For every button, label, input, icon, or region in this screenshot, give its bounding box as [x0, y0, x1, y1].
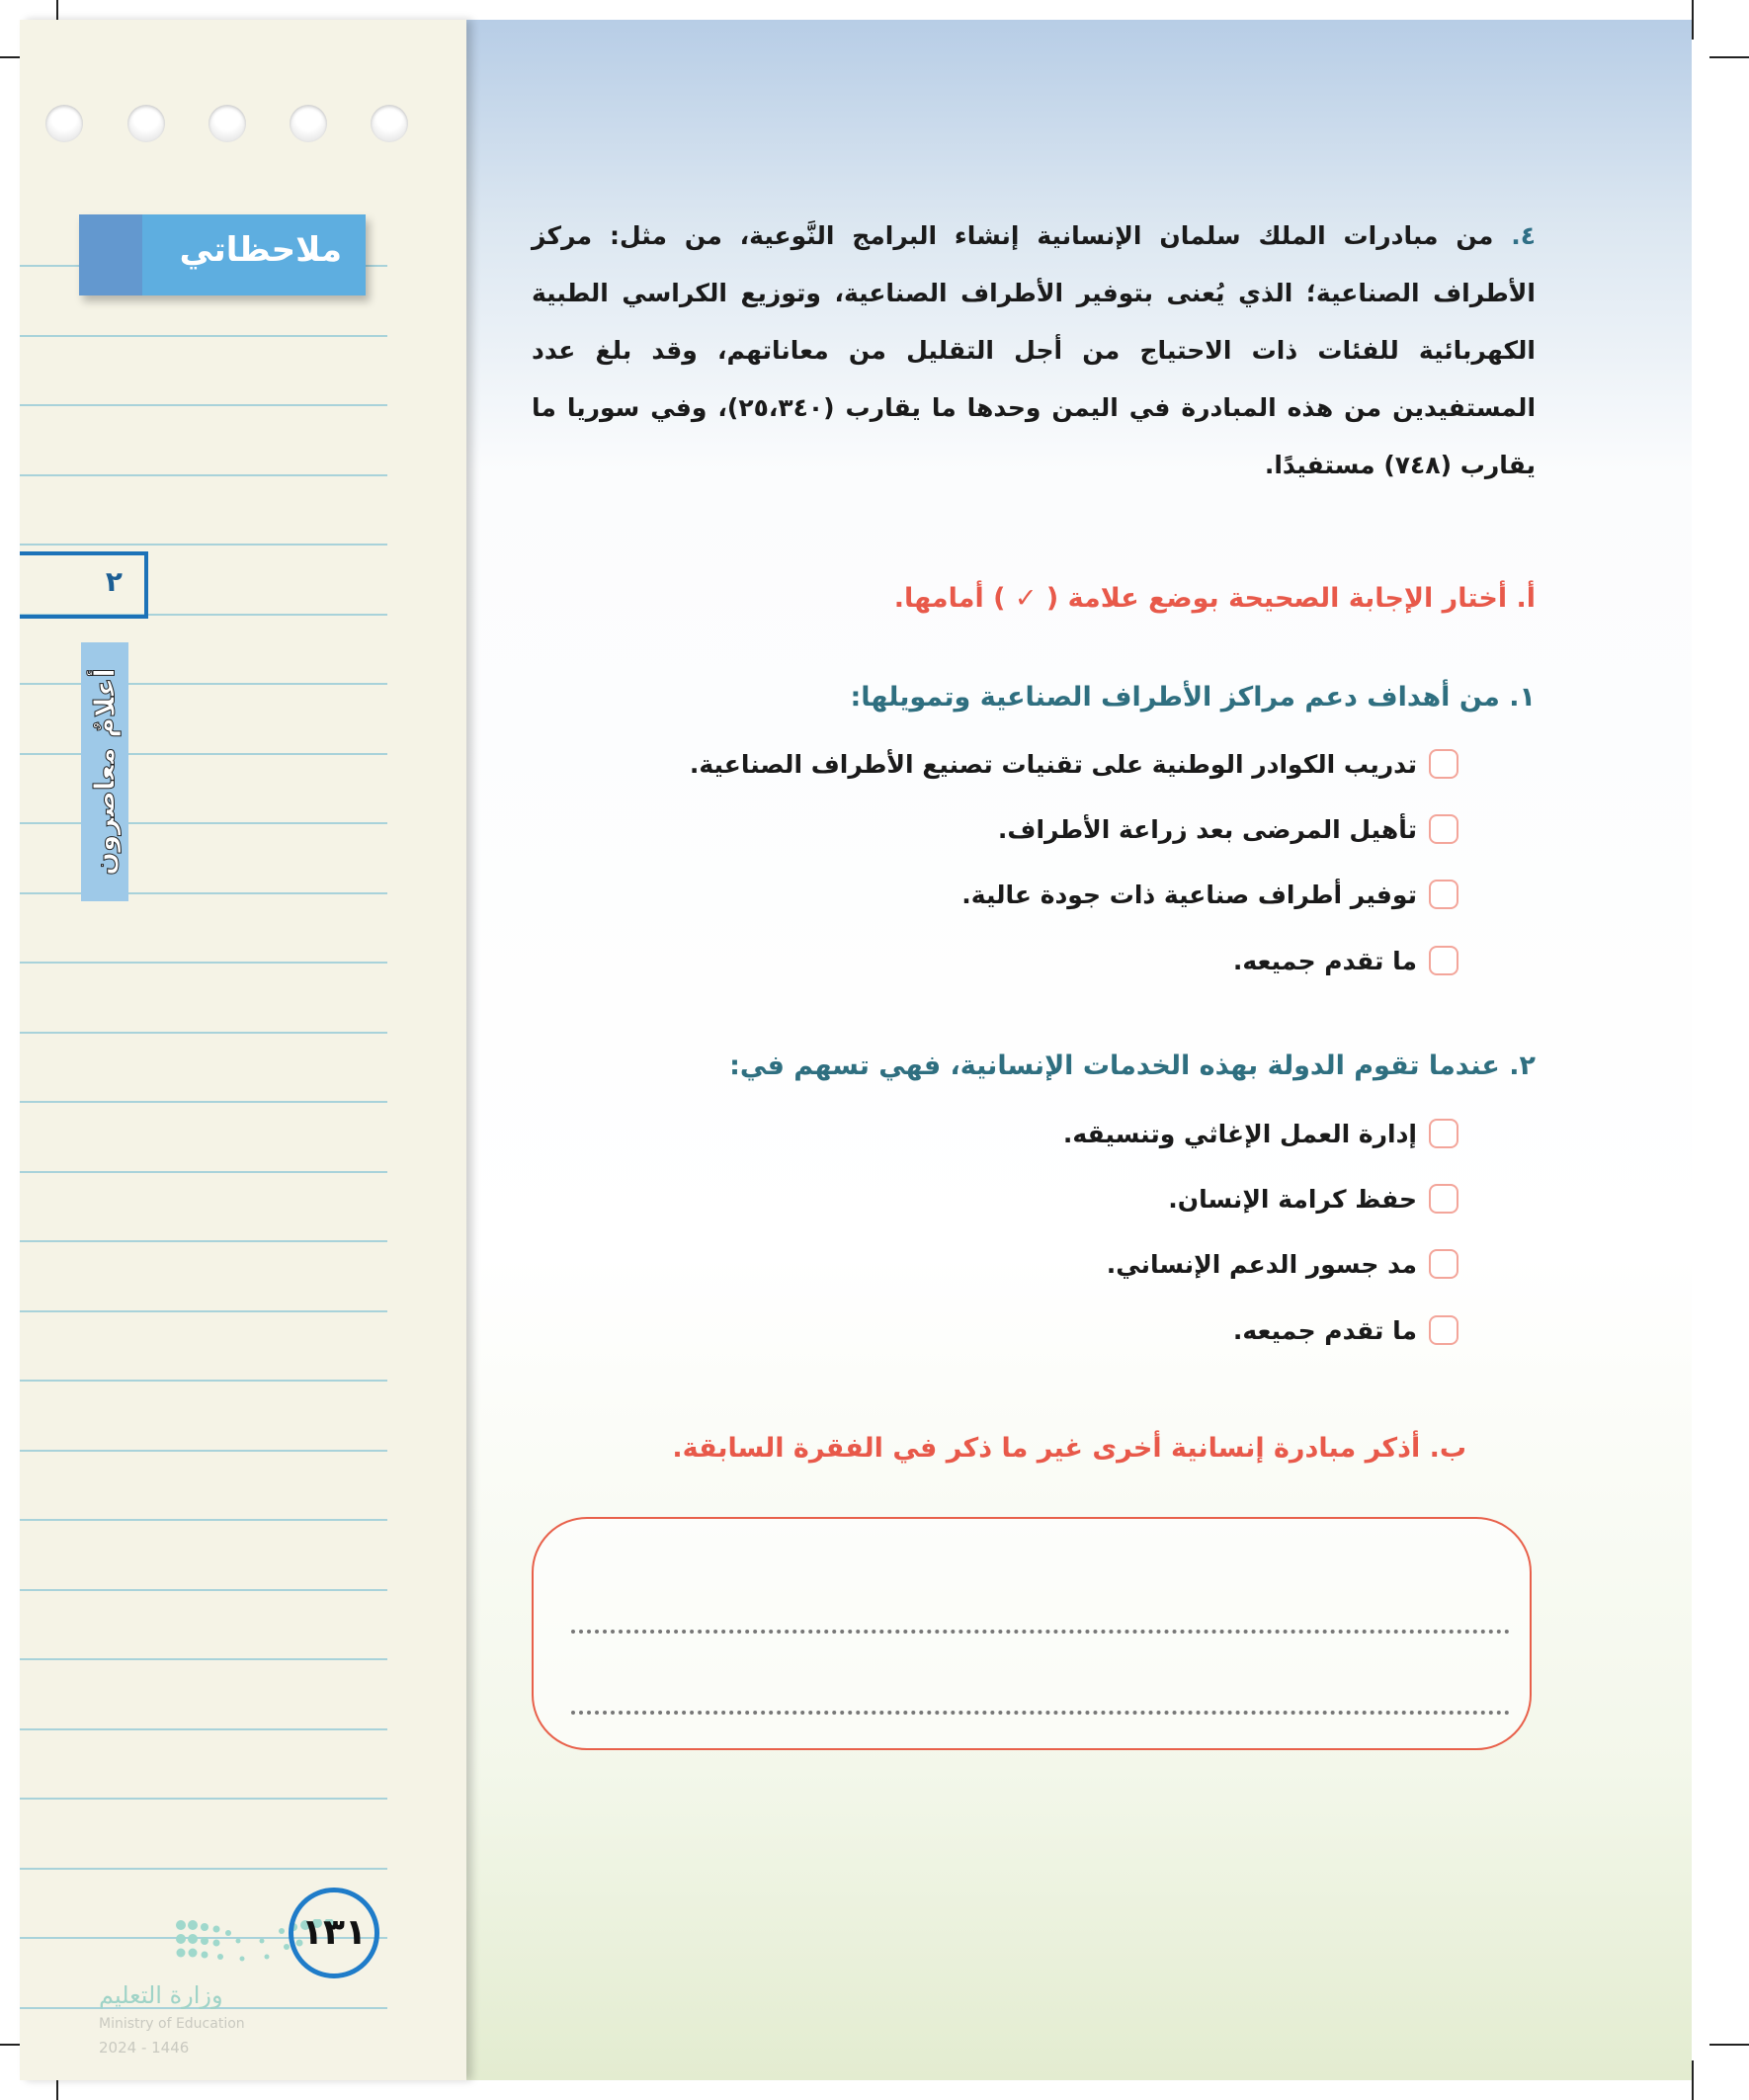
q2-option-2[interactable]: [1168, 1184, 1458, 1214]
notebook-rule: [20, 753, 387, 755]
page-number: ١٣١: [289, 1888, 379, 1978]
checkbox[interactable]: [1429, 1249, 1458, 1279]
answer-box[interactable]: [532, 1517, 1532, 1750]
notebook-rule: [20, 1519, 387, 1521]
intro-paragraph: [532, 208, 1536, 494]
checkbox[interactable]: [1429, 946, 1458, 975]
notebook-rule: [20, 962, 387, 964]
q2-option-3[interactable]: [1107, 1249, 1458, 1279]
notebook-rule: [20, 1240, 387, 1242]
worksheet-main: [466, 20, 1692, 2080]
option-label: ما تقدم جميعه.: [1232, 946, 1417, 975]
notebook-rule: [20, 1589, 387, 1591]
notes-title: ملاحظاتي: [79, 214, 366, 295]
question-1-prompt: ١. من أهداف دعم مراكز الأطراف الصناعية وتمويلها:: [850, 682, 1536, 713]
notebook-rule: [20, 1658, 387, 1660]
option-label: ما تقدم جميعه.: [1232, 1315, 1417, 1345]
binder-hole: [45, 105, 83, 142]
binder-hole: [290, 105, 327, 142]
checkbox[interactable]: [1429, 749, 1458, 779]
checkbox[interactable]: [1429, 880, 1458, 909]
binder-hole: [127, 105, 165, 142]
notebook-rule: [20, 822, 387, 824]
edition-year: 2024 - 1446: [99, 2039, 190, 2057]
paragraph-text: من مبادرات الملك سلمان الإنسانية إنشاء البرامج النَّوعية، من مثل: مركز الأطراف الصناعية؛ الذي يُعنى بتوفير الأطراف الصناعية، وتوزيع الكراسي الطبية الكهربائية للفئات ذات الاحتياج من أجل التقليل من معاناتهم، وقد بلغ عدد المستفيدين من هذه المبادرة في اليمن وحدها ما يقارب (٢٥،٣٤٠)، وفي سوريا ما يقارب (٧٤٨) مستفيدًا.: [532, 221, 1537, 479]
notebook-rule: [20, 544, 387, 546]
checkbox[interactable]: [1429, 1119, 1458, 1148]
crop-mark: [1709, 56, 1749, 58]
notebook-rule: [20, 474, 387, 476]
option-label: تأهيل المرضى بعد زراعة الأطراف.: [997, 814, 1417, 844]
chapter-box: [20, 551, 148, 619]
binder-hole: [371, 105, 408, 142]
question-2-prompt: ٢. عندما تقوم الدولة بهذه الخدمات الإنسانية، فهي تسهم في:: [729, 1050, 1536, 1081]
notebook-rule: [20, 1868, 387, 1870]
notebook-rule: [20, 1171, 387, 1173]
notebook-rule: [20, 335, 387, 337]
crop-mark: [1709, 2044, 1749, 2046]
notebook-rule: [20, 1310, 387, 1312]
part-b-instruction: ب. أذكر مبادرة إنسانية أخرى غير ما ذكر في الفقرة السابقة.: [672, 1433, 1466, 1464]
notebook-rule: [20, 1728, 387, 1730]
notebook-rule: [20, 683, 387, 685]
chapter-ribbon: [81, 642, 128, 901]
q1-option-3[interactable]: [961, 880, 1458, 909]
q2-option-1[interactable]: [1063, 1119, 1458, 1148]
paragraph-number: ٤.: [1511, 221, 1536, 250]
answer-line[interactable]: [571, 1630, 1510, 1634]
notebook-rule: [20, 1380, 387, 1382]
notebook-rule: [20, 1101, 387, 1103]
checkbox[interactable]: [1429, 814, 1458, 844]
notebook-rule: [20, 404, 387, 406]
option-label: إدارة العمل الإغاثي وتنسيقه.: [1062, 1119, 1417, 1148]
checkbox[interactable]: [1429, 1315, 1458, 1345]
answer-line[interactable]: [571, 1711, 1510, 1715]
chapter-number: ٢: [105, 565, 123, 598]
crop-mark: [1692, 2060, 1694, 2100]
q1-option-4[interactable]: [1233, 946, 1458, 975]
q1-option-2[interactable]: [998, 814, 1458, 844]
notebook-rule: [20, 1798, 387, 1800]
ministry-name-english: Ministry of Education: [99, 2016, 245, 2032]
q1-option-1[interactable]: [690, 749, 1458, 779]
ministry-name-arabic: وزارة التعليم: [99, 1981, 223, 2009]
option-label: توفير أطراف صناعية ذات جودة عالية.: [961, 880, 1417, 909]
checkbox[interactable]: [1429, 1184, 1458, 1214]
binder-hole: [208, 105, 246, 142]
option-label: حفظ كرامة الإنسان.: [1168, 1184, 1417, 1214]
notebook-rule: [20, 1032, 387, 1034]
notes-sidebar: [20, 20, 466, 2080]
notebook-rule: [20, 892, 387, 894]
chapter-title: أعلامٌ معاصرون: [88, 668, 122, 876]
notebook-rule: [20, 1450, 387, 1452]
q2-option-4[interactable]: [1233, 1315, 1458, 1345]
option-label: تدريب الكوادر الوطنية على تقنيات تصنيع الأطراف الصناعية.: [689, 749, 1417, 779]
part-a-instruction: أ. أختار الإجابة الصحيحة بوضع علامة ( ✓ ) أمامها.: [893, 583, 1536, 614]
crop-mark: [1692, 0, 1694, 40]
option-label: مد جسور الدعم الإنساني.: [1106, 1249, 1417, 1279]
